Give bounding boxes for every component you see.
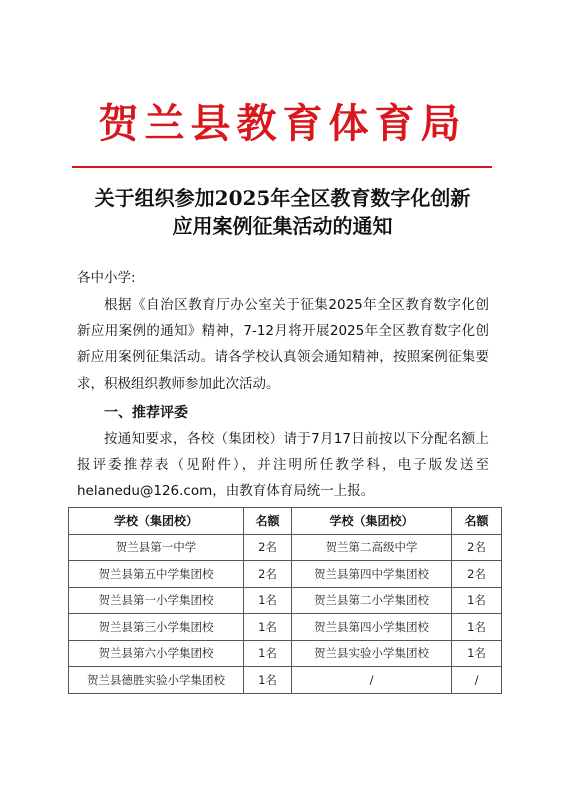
table-row (69, 534, 502, 561)
table-cell: 贺兰县德胜实验小学集团校 (69, 667, 244, 694)
table-cell: 1名 (452, 640, 502, 667)
masthead-title: 贺兰县教育体育局 (98, 100, 467, 147)
table-cell: / (292, 667, 452, 694)
table-cell: 1名 (244, 640, 292, 667)
table-cell: / (452, 667, 502, 694)
table-cell: 贺兰县第四中学集团校 (292, 561, 452, 588)
table-cell: 贺兰县第五中学集团校 (69, 561, 244, 588)
header-quota-1: 名额 (244, 508, 292, 535)
table-row (69, 587, 502, 614)
table-row (69, 561, 502, 588)
table-cell: 1名 (244, 667, 292, 694)
table-row (69, 667, 502, 694)
table-cell: 贺兰县第三小学集团校 (69, 614, 244, 641)
table-row (69, 640, 502, 667)
table-cell: 2名 (452, 534, 502, 561)
paragraph-intro: 根据《自治区教育厅办公室关于征集2025年全区教育数字化创新应用案例的通知》精神，7-12月将开展2025年全区教育数字化创新应用案例征集活动。请各学校认真领会通知精神，按照案例征集要求，积极组织教师参加此次活动。 (77, 297, 489, 392)
table-cell: 贺兰县第一中学 (69, 534, 244, 561)
table-cell: 1名 (452, 614, 502, 641)
table-cell: 贺兰县实验小学集团校 (292, 640, 452, 667)
table-cell: 贺兰县第六小学集团校 (69, 640, 244, 667)
quota-table (68, 507, 502, 694)
table-cell: 贺兰第二高级中学 (292, 534, 452, 561)
table-cell: 贺兰县第一小学集团校 (69, 587, 244, 614)
table-header-row (69, 508, 502, 535)
table-row (69, 614, 502, 641)
header-school-2: 学校（集团校） (292, 508, 452, 535)
title-line-2: 应用案例征集活动的通知 (172, 214, 393, 238)
table-cell: 贺兰县第二小学集团校 (292, 587, 452, 614)
table-cell: 1名 (452, 587, 502, 614)
title-line-1: 关于组织参加2025年全区教育数字化创新 (94, 186, 471, 210)
table-cell: 2名 (244, 534, 292, 561)
paragraph-instructions: 按通知要求，各校（集团校）请于7月17日前按以下分配名额上报评委推荐表（见附件），并注明所任教学科，电子版发送至helanedu@126.com，由教育体育局统一上报。 (77, 431, 489, 500)
table-cell: 1名 (244, 587, 292, 614)
section-heading-1: 一、推荐评委 (104, 405, 188, 421)
table-cell: 贺兰县第四小学集团校 (292, 614, 452, 641)
masthead-rule (72, 166, 492, 168)
table-cell: 1名 (244, 614, 292, 641)
salutation: 各中小学: (77, 270, 136, 286)
header-quota-2: 名额 (452, 508, 502, 535)
table-cell: 2名 (452, 561, 502, 588)
header-school-1: 学校（集团校） (69, 508, 244, 535)
document-title (60, 184, 505, 240)
table-cell: 2名 (244, 561, 292, 588)
